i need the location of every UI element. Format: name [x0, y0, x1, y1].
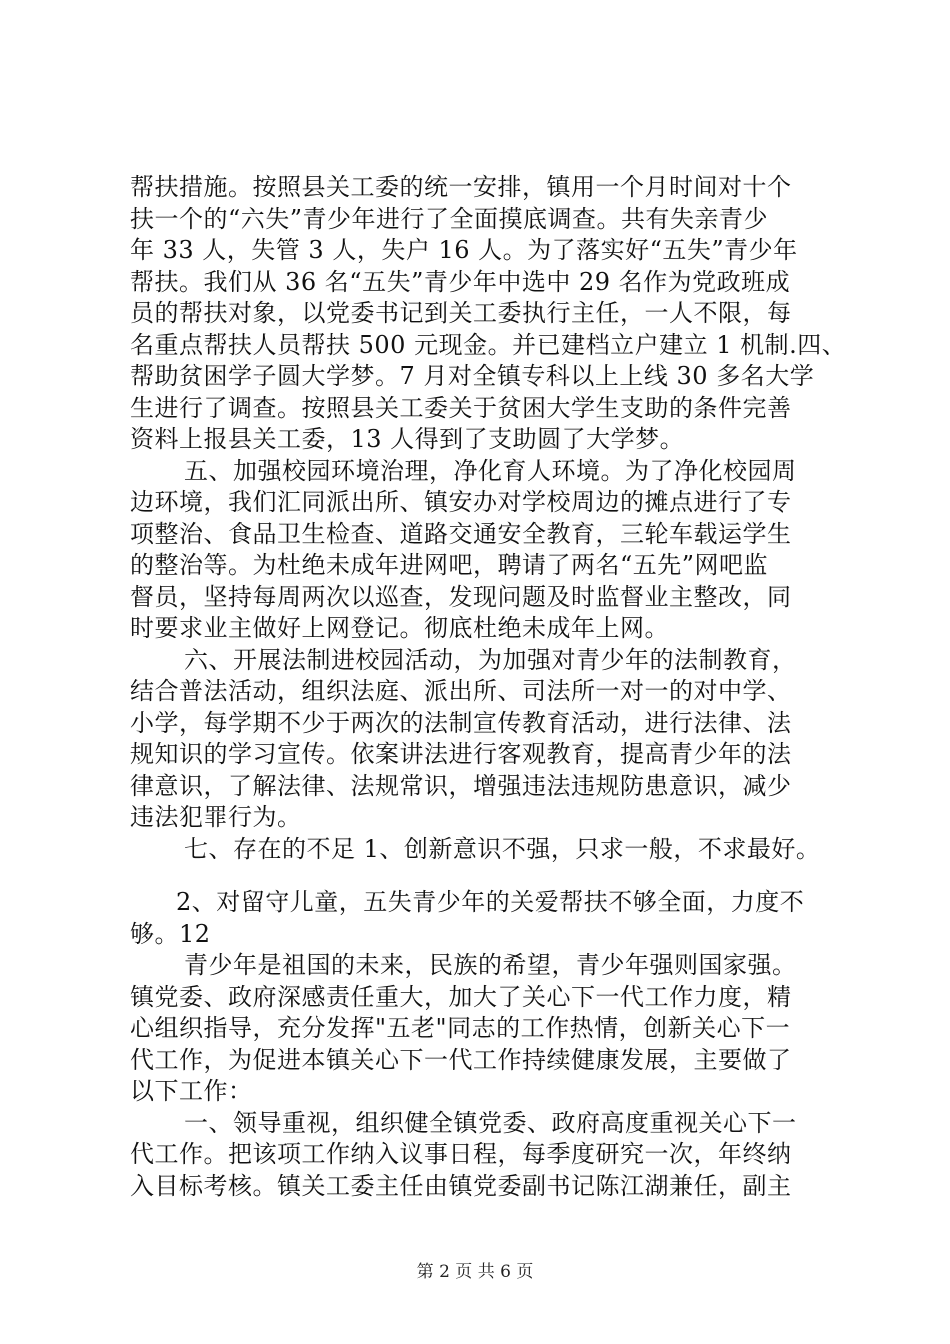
text-line: 够。12 — [130, 919, 211, 948]
paragraph-leadership — [130, 1108, 830, 1203]
text-line: 五、加强校园环境治理，净化育人环境。为了净化校园周 — [184, 456, 797, 485]
text-line: 青少年是祖国的未来，民族的希望，青少年强则国家强。 — [184, 951, 797, 979]
text-line: 入目标考核。镇关工委主任由镇党委副书记陈江湖兼任，副主 — [130, 1171, 792, 1200]
text-line: 的整治等。为杜绝未成年进网吧，聘请了两名“五先”网吧监 — [130, 551, 769, 579]
text-line: 一、领导重视，组织健全镇党委、政府高度重视关心下一 — [184, 1108, 797, 1137]
text-line: 七、存在的不足 1、创新意识不强，只求一般，不求最好。 — [184, 834, 821, 863]
paragraph-youth-future — [130, 950, 830, 1108]
text-line: 结合普法活动，组织法庭、派出所、司法所一对一的对中学、 — [130, 677, 792, 705]
text-line: 镇党委、政府深感责任重大，加大了关心下一代工作力度，精 — [130, 982, 792, 1011]
text-line: 员的帮扶对象，以党委书记到关工委执行主任，一人不限，每 — [130, 299, 792, 327]
text-line: 扶一个的“六失”青少年进行了全面摸底调查。共有失亲青少 — [130, 204, 769, 233]
text-line: 代工作。把该项工作纳入议事日程，每季度研究一次，年终纳 — [130, 1140, 792, 1168]
text-line: 边环境，我们汇同派出所、镇安办对学校周边的摊点进行了专 — [130, 488, 792, 516]
text-line: 违法犯罪行为。 — [130, 803, 302, 831]
paragraph-legal-education — [130, 645, 830, 834]
paragraph-left-behind-children — [130, 887, 830, 950]
text-line: 帮扶。我们从 36 名“五失”青少年中选中 29 名作为党政班成 — [130, 267, 791, 296]
text-line: 六、开展法制进校园活动，为加强对青少年的法制教育， — [184, 645, 797, 674]
text-line: 2、对留守儿童，五失青少年的关爱帮扶不够全面，力度不 — [176, 888, 805, 916]
text-line: 督员，坚持每周两次以巡查，发现问题及时监督业主整改，同 — [130, 582, 792, 611]
text-line: 年 33 人，失管 3 人，失户 16 人。为了落实好“五失”青少年 — [130, 236, 798, 264]
text-line: 生进行了调查。按照县关工委关于贫困大学生支助的条件完善 — [130, 393, 792, 422]
paragraph-gap — [130, 865, 830, 887]
text-line: 名重点帮扶人员帮扶 500 元现金。并已建档立户建立 1 机制.四、 — [130, 330, 847, 359]
text-line: 律意识，了解法律、法规常识，增强违法违规防患意识，减少 — [130, 771, 792, 800]
paragraph-helping-measures — [130, 172, 847, 456]
page-number-footer: 第 2 页 共 6 页 — [416, 1262, 534, 1282]
paragraph-shortcomings — [130, 834, 830, 866]
text-line: 时要求业主做好上网登记。彻底杜绝未成年上网。 — [130, 614, 669, 642]
text-line: 规知识的学习宣传。依案讲法进行客观教育，提高青少年的法 — [130, 740, 792, 768]
text-line: 代工作，为促进本镇关心下一代工作持续健康发展，主要做了 — [130, 1045, 792, 1074]
document-body — [130, 172, 847, 1202]
text-line: 项整治、食品卫生检查、道路交通安全教育，三轮车载运学生 — [130, 519, 792, 548]
text-line: 心组织指导，充分发挥"五老"同志的工作热情，创新关心下一 — [130, 1014, 791, 1042]
text-line: 以下工作： — [130, 1077, 253, 1105]
text-line: 帮扶措施。按照县关工委的统一安排，镇用一个月时间对十个 — [130, 173, 792, 201]
text-line: 帮助贫困学子圆大学梦。7 月对全镇专科以上上线 30 多名大学 — [130, 362, 815, 390]
text-line: 资料上报县关工委，13 人得到了支助圆了大学梦。 — [130, 425, 685, 453]
text-line: 小学，每学期不少于两次的法制宣传教育活动，进行法律、法 — [130, 708, 792, 737]
paragraph-campus-environment — [130, 456, 830, 645]
